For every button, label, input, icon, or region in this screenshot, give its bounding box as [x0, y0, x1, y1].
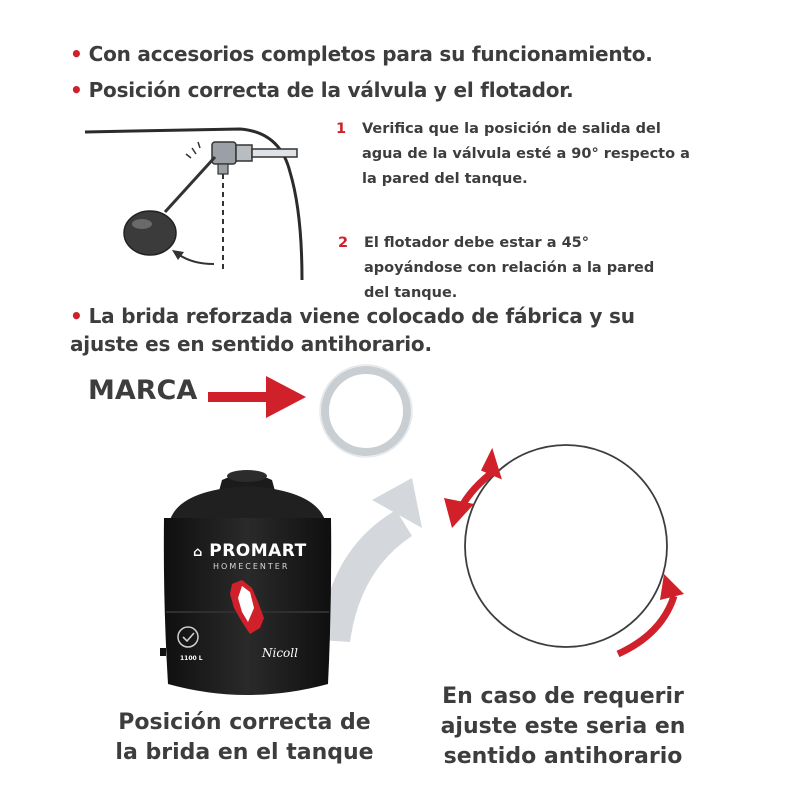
- caption-left-line-2: la brida en el tanque: [115, 740, 374, 765]
- caption-right-line-1: En caso de requerir: [442, 684, 684, 709]
- note-number: 2: [338, 235, 349, 251]
- rotation-arrow: [178, 254, 214, 264]
- marca-arrow-icon: [208, 372, 308, 422]
- float-ball: [124, 211, 176, 255]
- caption-left-line-1: Posición correcta de: [118, 710, 371, 735]
- bullet-brida-cont: [70, 332, 432, 356]
- bullet-brida-text-2: ajuste es en sentido antihorario.: [70, 332, 432, 356]
- tank-subbrand: HOMECENTER: [213, 562, 290, 571]
- float-arm: [165, 157, 215, 212]
- valve-nut: [236, 145, 252, 161]
- note-text: El flotador debe estar a 45° apoyándose con relación a la pared del tanque.: [364, 235, 655, 301]
- tank-shoulder: [170, 486, 325, 520]
- note-text: Verifica que la posición de salida del agua de la válvula esté a 90° respecto a la pared del tanque.: [362, 121, 690, 187]
- tank-brand-logo: [193, 541, 307, 561]
- brida-ring: [316, 363, 416, 463]
- caption-brida-position: [112, 708, 377, 768]
- bullet-accessories-text: Con accesorios completos para su funcionamiento.: [88, 42, 653, 66]
- tank-brand-text: PROMART: [209, 541, 307, 561]
- caption-right-line-3: sentido antihorario: [443, 744, 683, 769]
- bullet-dot: •: [70, 78, 83, 102]
- bullet-brida-text-1: La brida reforzada viene colocado de fábrica y su: [88, 304, 635, 328]
- tank-maker-logo: Nicoll: [262, 646, 298, 660]
- valve-float-diagram: [80, 112, 340, 292]
- note-float-angle: [338, 231, 674, 306]
- marca-label: MARCA: [88, 375, 198, 406]
- valve-body: [212, 142, 236, 164]
- caption-adjustment: [438, 682, 688, 772]
- float-highlight: [132, 219, 152, 229]
- valve-stem: [218, 164, 228, 174]
- note-number: 1: [336, 121, 347, 137]
- bullet-dot: •: [70, 42, 83, 66]
- note-valve-angle: [336, 117, 692, 192]
- valve-outlet: [252, 149, 297, 157]
- rotation-arrowhead: [172, 250, 184, 260]
- bullet-accessories: [70, 42, 653, 66]
- bullet-valve-text: Posición correcta de la válvula y el flotador.: [88, 78, 574, 102]
- home-icon: ⌂: [193, 545, 203, 560]
- water-tank: [160, 462, 335, 707]
- tank-outlet: [160, 648, 166, 656]
- water-drops-icon: [186, 142, 200, 158]
- bullet-brida: [70, 304, 635, 328]
- bullet-valve-position: [70, 78, 574, 102]
- caption-right-line-2: ajuste este seria en: [440, 714, 686, 739]
- rotation-circle-diagram: [430, 428, 690, 688]
- tank-capacity: 1100 L: [180, 655, 203, 662]
- bullet-dot: •: [70, 304, 83, 328]
